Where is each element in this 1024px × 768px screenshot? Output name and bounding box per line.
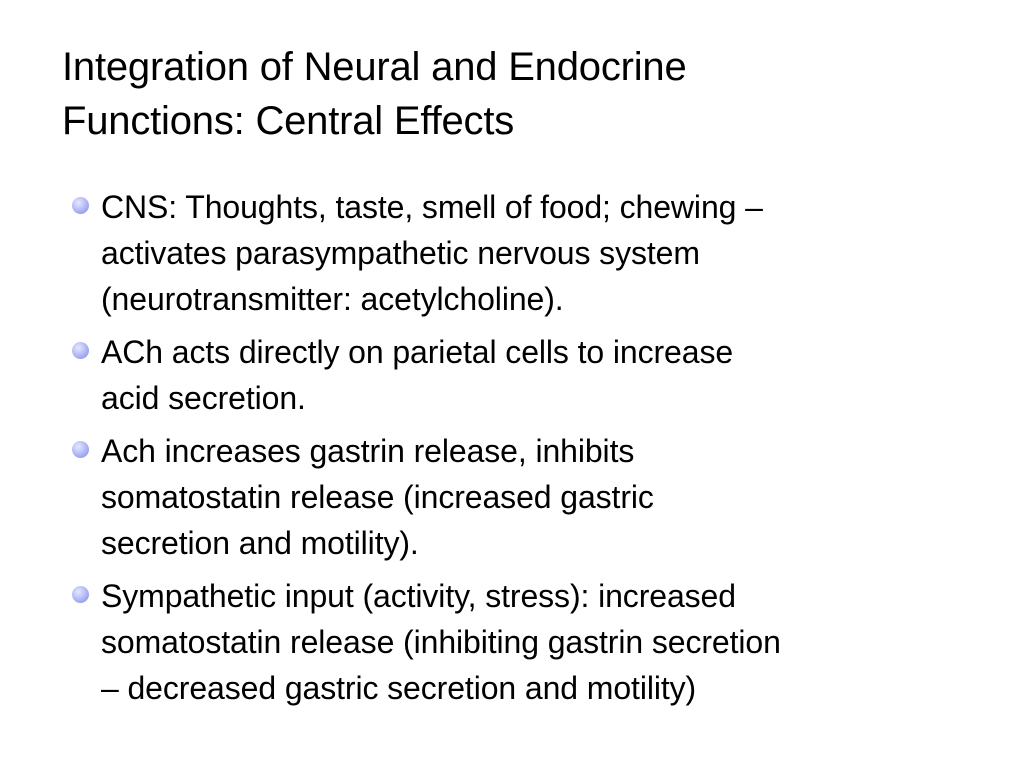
bullet-text-line: somatostatin release (increased gastric [101,479,654,515]
bullet-text-line: (neurotransmitter: acetylcholine). [101,281,564,317]
bullet-dot-icon [72,441,89,458]
bullet-list [72,184,972,718]
bullet-text-line: activates parasympathetic nervous system [101,235,700,271]
bullet-text-line: Ach increases gastrin release, inhibits [101,433,635,469]
bullet-text-line: – decreased gastric secretion and motility) [101,670,697,706]
bullet-dot-icon [72,197,89,214]
bullet-text-line: somatostatin release (inhibiting gastrin secretion [101,624,781,660]
bullet-text-line: secretion and motility). [101,525,419,561]
bullet-item-ach-gastrin [72,428,972,566]
bullet-text-line: Sympathetic input (activity, stress): increased [101,578,736,614]
slide-title-line: Functions: Central Effects [62,99,515,143]
bullet-item-cns [72,184,972,322]
bullet-text-line: ACh acts directly on parietal cells to increase [101,334,734,370]
bullet-dot-icon [72,342,89,359]
bullet-item-sympathetic [72,573,972,711]
bullet-item-ach-parietal [72,329,972,421]
bullet-dot-icon [72,586,89,603]
bullet-text-line: CNS: Thoughts, taste, smell of food; chewing – [101,189,763,225]
slide-title-line: Integration of Neural and Endocrine [62,45,687,89]
slide-title [62,40,982,148]
bullet-text-line: acid secretion. [101,380,306,416]
